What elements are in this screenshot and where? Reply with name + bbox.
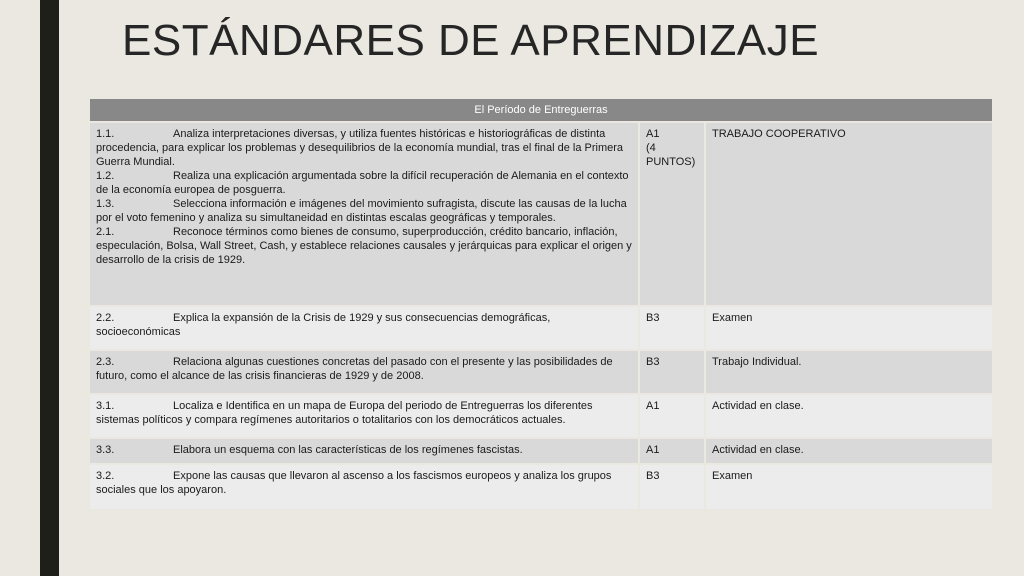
method-cell: Examen xyxy=(706,307,992,349)
table-header-row xyxy=(90,99,992,121)
standard-code: 1.1. xyxy=(96,128,115,140)
standard-text: Explica la expansión de la Crisis de 1929 y sus consecuencias demográficas, socioeconómicas xyxy=(96,312,551,338)
standard-item xyxy=(96,225,632,267)
standards-table xyxy=(88,97,994,511)
table-row xyxy=(90,465,992,509)
standard-code: 2.1. xyxy=(96,226,115,238)
level-cell xyxy=(640,123,704,305)
level-text: A1 xyxy=(646,128,660,140)
standard-text: Selecciona información e imágenes del movimiento sufragista, discute las causas de la lucha por el voto femenino y analiza su simultaneidad en distintas escalas geográficas y temporales. xyxy=(96,198,627,224)
standard-text: Localiza e Identifica en un mapa de Europa del periodo de Entreguerras los diferentes sistemas políticos y compara regímenes autoritarios o totalitarios con los democráticos actuales. xyxy=(96,400,593,426)
standard-text: Relaciona algunas cuestiones concretas del pasado con el presente y las posibilidades de futuro, como el alcance de las crisis financieras de 1929 y de 2008. xyxy=(96,356,613,382)
standard-code: 3.2. xyxy=(96,470,115,482)
standard-text: Elabora un esquema con las características de los regímenes fascistas. xyxy=(173,444,523,456)
level-text: B3 xyxy=(646,356,660,368)
slide-title: ESTÁNDARES DE APRENDIZAJE xyxy=(122,16,820,65)
standard-item xyxy=(96,311,632,339)
standard-cell xyxy=(90,307,638,349)
level-text: PUNTOS) xyxy=(646,156,696,168)
standard-item xyxy=(96,399,632,427)
standard-item xyxy=(96,355,632,383)
standard-text: Analiza interpretaciones diversas, y utiliza fuentes históricas e historiográficas de distinta procedencia, para explicar los problemas y desequilibrios de la economía mundial, tras el final de la Primera Guerra Mundial. xyxy=(96,128,624,168)
level-cell xyxy=(640,307,704,349)
standard-text: Expone las causas que llevaron al ascenso a los fascismos europeos y analiza los grupos sociales que los apoyaron. xyxy=(96,470,612,496)
method-cell: TRABAJO COOPERATIVO xyxy=(706,123,992,305)
standard-cell xyxy=(90,351,638,393)
standard-text: Reconoce términos como bienes de consumo, superproducción, crédito bancario, inflación, especulación, Bolsa, Wall Street, Cash, y establece relaciones causales y jerárquicas para explicar el origen y desarrollo de la crisis de 1929. xyxy=(96,226,632,266)
standard-item xyxy=(96,469,632,497)
level-cell xyxy=(640,439,704,463)
standard-code: 1.3. xyxy=(96,198,115,210)
standard-code: 1.2. xyxy=(96,170,115,182)
method-cell: Actividad en clase. xyxy=(706,439,992,463)
table-header: El Período de Entreguerras xyxy=(90,99,992,121)
standard-code: 2.2. xyxy=(96,312,115,324)
table-row xyxy=(90,307,992,349)
level-text: B3 xyxy=(646,312,660,324)
standard-item xyxy=(96,197,632,225)
left-accent-bar xyxy=(40,0,59,576)
standard-item xyxy=(96,127,632,169)
standard-cell xyxy=(90,439,638,463)
level-cell xyxy=(640,395,704,437)
method-cell: Actividad en clase. xyxy=(706,395,992,437)
table-body xyxy=(90,123,992,509)
standard-cell xyxy=(90,465,638,509)
table-row xyxy=(90,351,992,393)
method-cell: Trabajo Individual. xyxy=(706,351,992,393)
level-cell xyxy=(640,465,704,509)
table-row xyxy=(90,395,992,437)
level-text: A1 xyxy=(646,400,660,412)
level-text: (4 xyxy=(646,142,656,154)
standard-code: 3.1. xyxy=(96,400,115,412)
standard-code: 2.3. xyxy=(96,356,115,368)
level-text: A1 xyxy=(646,444,660,456)
standard-cell xyxy=(90,123,638,305)
standard-code: 3.3. xyxy=(96,444,115,456)
table-row xyxy=(90,123,992,305)
level-cell xyxy=(640,351,704,393)
method-cell: Examen xyxy=(706,465,992,509)
standard-item xyxy=(96,169,632,197)
standard-item xyxy=(96,443,632,457)
level-text: B3 xyxy=(646,470,660,482)
table-row xyxy=(90,439,992,463)
standard-text: Realiza una explicación argumentada sobre la difícil recuperación de Alemania en el contexto de la economía europea de posguerra. xyxy=(96,170,629,196)
standard-cell xyxy=(90,395,638,437)
